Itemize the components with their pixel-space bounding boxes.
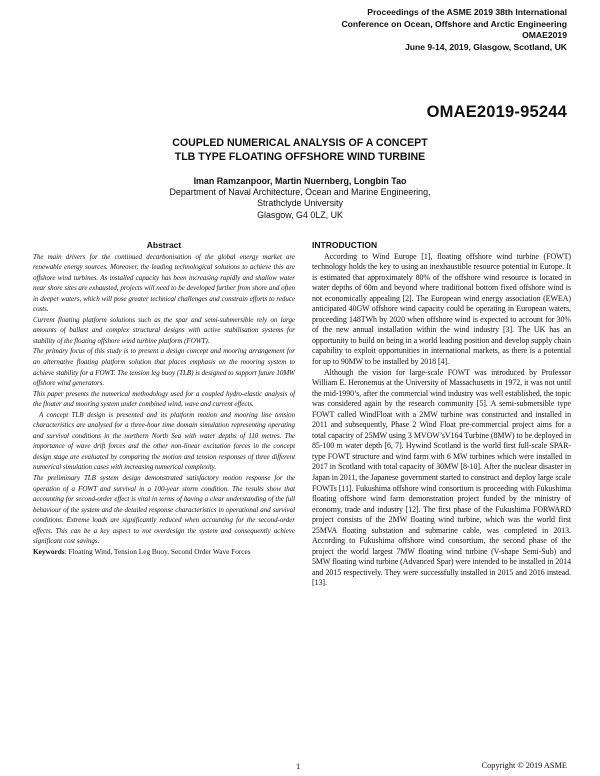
introduction-paragraph: According to Wind Europe [1], floating offshore wind turbine (FOWT) technology holds the key to using an inexhaustible resource potential in Europe. It is estimated that approximately 80% of the offshore wind resource is located in water depths of 60m and beyond where traditional bottom fixed offshore wind is not economically appealing [2]. The European wind energy association (EWEA) anticipated 40GW offshore wind capacity could be operating in European waters, proceeding 148TWh by 2020 when offshore wind is expected to account for 30% of the new annual installation within the wind industry [3]. The UK has an opportunity to build on being in a world leading position and develop supply chain capability to exploit opportunities in international markets, as there is a potential for up to 90MW to be installed by 2018 [4]. bbox=[312, 251, 571, 366]
paper-title bbox=[0, 137, 600, 164]
title-line: COUPLED NUMERICAL ANALYSIS OF A CONCEPT bbox=[172, 137, 428, 149]
abstract-heading: Abstract bbox=[146, 240, 182, 250]
proceedings-line: Proceedings of the ASME 2019 38th International bbox=[367, 7, 567, 17]
abstract-paragraph: The preliminary TLB system design demonstrated satisfactory motion response for the operation of a FOWT and survival in a 100-year storm condition. The results show that accounting for second-order effect is vital in terms of having a clear understanding of the full behaviour of the system and the detailed response characteristics in operational and survival conditions. Extreme loads are significantly reduced when accounting for the second-order effects. This can be a key aspect to not overdesign the system and consequently achieve significant cost savings. bbox=[33, 473, 295, 546]
title-line: TLB TYPE FLOATING OFFSHORE WIND TURBINE bbox=[174, 150, 426, 163]
author-block bbox=[0, 176, 600, 221]
page-number: 1 bbox=[296, 761, 301, 771]
abstract-column bbox=[33, 240, 295, 557]
author-names: Iman Ramzanpoor, Martin Nuernberg, Longbin Tao bbox=[193, 176, 407, 186]
abstract-paragraph: This paper presents the numerical methodology used for a coupled hydro-elastic analysis of the floater and mooring system under combined wind, wave and current effects. bbox=[33, 389, 295, 409]
introduction-heading: INTRODUCTION bbox=[312, 240, 378, 250]
affiliation-line: Department of Naval Architecture, Ocean and Marine Engineering, bbox=[169, 187, 431, 198]
keywords-text: : Floating Wind, Tension Leg Buoy, Second Order Wave Forces bbox=[64, 546, 251, 556]
proceedings-line: Conference on Ocean, Offshore and Arctic Engineering bbox=[341, 18, 567, 29]
abstract-paragraph: The primary focus of this study is to present a design concept and mooring arrangement for an alternative floating platform solution that places emphasis on the mooring system to achieve stability for a FOWT. The tension leg buoy (TLB) is designed to support future 10MW offshore wind generators. bbox=[33, 347, 295, 388]
affiliation-line: Strathclyde University bbox=[257, 198, 343, 209]
affiliation-line: Glasgow, G4 0LZ, UK bbox=[257, 209, 343, 220]
abstract-paragraph: The main drivers for the continued decarbonisation of the global energy market are renewable energy sources. Moreover, the leading technological solutions to achieve this are offshore wind turbines. As installed capacity has been increasing rapidly and shallow water near shore sites are exhausted, projects will need to be developed further from shore and often in deeper waters, which will pose greater technical challenges and constrain efforts to reduce costs. bbox=[33, 252, 295, 314]
proceedings-line: June 9-14, 2019, Glasgow, Scotland, UK bbox=[404, 41, 567, 52]
abstract-paragraph: Current floating platform solutions such as the spar and semi-submersible rely on large amounts of ballast and complex structural designs with active stabilisation systems for stability of the floating offshore wind turbine platform (FOWT). bbox=[33, 315, 295, 345]
copyright-notice: Copyright © 2019 ASME bbox=[481, 761, 567, 770]
introduction-column bbox=[312, 240, 571, 589]
abstract-paragraph: A concept TLB design is presented and its platform motion and mooring line tension characteristics are analysed for a three-hour time domain simulation representing operating and survival conditions in the northern North Sea with water depths of 110 metres. The importance of wave drift forces and the other non-linear excitation forces in the concept design stage are evaluated by comparing the motion and tension responses of three different numerical simulation cases with increasing numerical complexity. bbox=[33, 410, 295, 472]
paper-number: OMAE2019-95244 bbox=[426, 103, 567, 121]
keywords bbox=[33, 547, 295, 558]
introduction-paragraph: Although the vision for large-scale FOWT was introduced by Professor William E. Heronemus at the University of Massachusetts in 1972, it was not until the mid-1990’s, after the commercial wind industry was well established, the topic was considered again by the research community [5]. A semi-submersible type FOWT called WindFloat with a 2MW turbine was constructed and installed in 2011 and subsequently, Phase 2 Wind Float pre-commercial project aims for a total capacity of 25MW using 3 MVOW’sV164 Turbine (8MW) to be deployed in 85-100 m water depth [6, 7]. Hywind Scotland is the world first full-scale SPAR-type FOWT structure and wind farm with 6 MW turbines which were installed in 2017 in Scotland with total capacity of 30MW [8-10]. After the nuclear disaster in Japan in 2011, the Japanese government started to construct and deploy large scale FOWTs [11]. Fukushima offshore wind consortium is proceeding with Fukushima floating offshore wind farm demonstration project funded by the ministry of economy, trade and industry [12]. The first phase of the Fukushima FORWARD project consists of the 2MW floating wind turbine, which was the world first 25MVA floating substation and submarine cable, was completed in 2013. According to Fukushima offshore wind consortium, the second phase of the project the world largest 7MW floating wind turbine (V-shape Semi-Sub) and 5MW floating wind turbine (Advanced Spar) were intended to be installed in 2014 and 2015 respectively. They were successfully installed in 2015 and 2016 instead. [13]. bbox=[312, 367, 571, 588]
proceedings-line: OMAE2019 bbox=[522, 30, 567, 40]
keywords-label: Keywords bbox=[33, 546, 65, 556]
proceedings-header bbox=[237, 7, 567, 53]
